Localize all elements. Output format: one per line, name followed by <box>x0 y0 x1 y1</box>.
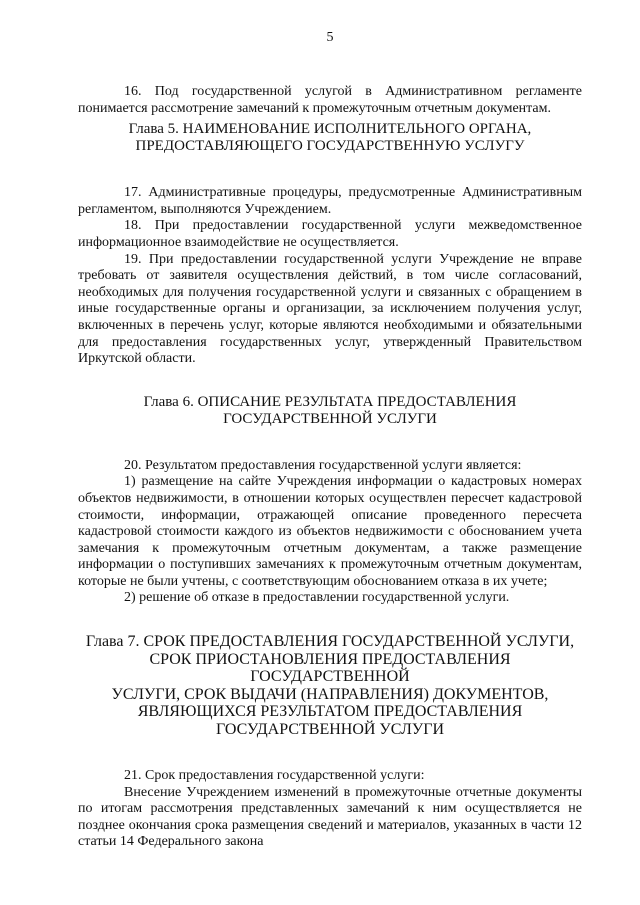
paragraph-21-text: Внесение Учреждением изменений в промежуточные отчетные документы по итогам рассмотрения представленных замечаний к ним осуществляется не позднее окончания срока размещения сведений и материалов, указанных в части 12 статьи 14 Федерального закона <box>78 784 582 850</box>
paragraph-21: 21. Срок предоставления государственной услуги: <box>124 768 425 784</box>
paragraph-19: 19. При предоставлении государственной услуги Учреждение не вправе требовать от заявителя осуществления действий, в том числе согласований, необходимых для получения государственной услуги и связанных с обращением в иные государственные органы и организации, за исключением получения услуг, включенных в перечень услуг, которые являются необходимыми и обязательными для предоставления государственных услуг, утвержденный Правительством Иркутской области. <box>78 251 582 367</box>
chapter-5-line-2: ПРЕДОСТАВЛЯЮЩЕГО ГОСУДАРСТВЕННУЮ УСЛУГУ <box>135 138 525 155</box>
paragraph-20-item-2: 2) решение об отказе в предоставлении государственной услуги. <box>124 590 510 606</box>
paragraph-20: 20. Результатом предоставления государственной услуги является: <box>124 457 522 473</box>
paragraph-18: 18. При предоставлении государственной услуги межведомственное информационное взаимодействие не осуществляется. <box>78 218 582 250</box>
chapter-7-line-5: ГОСУДАРСТВЕННОЙ УСЛУГИ <box>215 720 445 738</box>
chapter-6-line-1: Глава 6. ОПИСАНИЕ РЕЗУЛЬТАТА ПРЕДОСТАВЛЕНИЯ <box>143 393 517 410</box>
paragraph-16: 16. Под государственной услугой в Административном регламенте понимается рассмотрение замечаний к промежуточным отчетным документам. <box>78 84 582 116</box>
page-number: 5 <box>326 30 334 45</box>
chapter-5-line-1: Глава 5. НАИМЕНОВАНИЕ ИСПОЛНИТЕЛЬНОГО ОРГАНА, <box>128 121 532 138</box>
paragraph-17: 17. Административные процедуры, предусмотренные Административным регламентом, выполняются Учреждением. <box>78 185 582 217</box>
chapter-6-heading <box>78 394 582 428</box>
chapter-7-heading <box>78 633 582 738</box>
paragraph-20-item-1: 1) размещение на сайте Учреждения информации о кадастровых номерах объектов недвижимости, в отношении которых осуществлен пересчет кадастровой стоимости, информации, отражающей описание проведенного пересчета кадастровой стоимости каждого из объектов недвижимости с обоснованием учета замечания к промежуточным отчетным документам, а также размещение информации о поступивших замечаниях к промежуточным отчетным документам, которые не были учтены, с соответствующим обоснованием отказа в их учете; <box>78 474 582 589</box>
chapter-5-heading <box>78 121 582 155</box>
chapter-7-line-3: УСЛУГИ, СРОК ВЫДАЧИ (НАПРАВЛЕНИЯ) ДОКУМЕНТОВ, <box>111 685 549 703</box>
chapter-6-line-2: ГОСУДАРСТВЕННОЙ УСЛУГИ <box>223 410 437 427</box>
chapter-7-line-1: Глава 7. СРОК ПРЕДОСТАВЛЕНИЯ ГОСУДАРСТВЕННОЙ УСЛУГИ, <box>85 633 575 651</box>
chapter-7-line-4: ЯВЛЯЮЩИХСЯ РЕЗУЛЬТАТОМ ПРЕДОСТАВЛЕНИЯ <box>137 703 523 721</box>
chapter-7-line-2: СРОК ПРИОСТАНОВЛЕНИЯ ПРЕДОСТАВЛЕНИЯ ГОСУДАРСТВЕННОЙ <box>149 650 511 686</box>
